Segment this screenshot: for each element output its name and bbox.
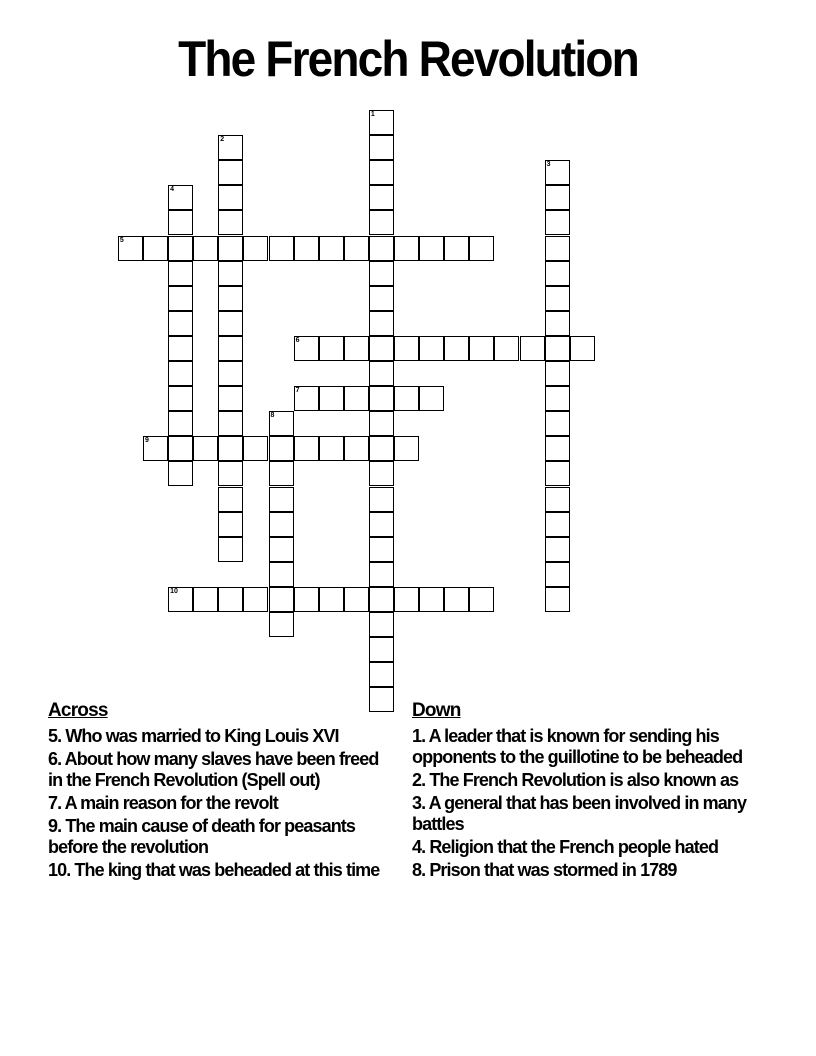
grid-cell[interactable] — [168, 185, 193, 210]
grid-cell[interactable] — [545, 286, 570, 311]
clue-number: 7 — [295, 387, 300, 395]
down-clue — [412, 860, 757, 881]
clue-number: 1 — [370, 111, 375, 118]
grid-cell[interactable] — [545, 562, 570, 587]
clue-number: 5. — [48, 726, 62, 746]
grid-cell[interactable] — [545, 487, 570, 512]
grid-cell[interactable] — [369, 185, 394, 210]
grid-cell[interactable] — [218, 361, 243, 386]
grid-cell[interactable] — [143, 236, 168, 261]
grid-cell[interactable] — [319, 336, 344, 361]
grid-cell[interactable] — [369, 261, 394, 286]
grid-cell[interactable] — [168, 587, 193, 612]
grid-cell[interactable] — [545, 461, 570, 486]
grid-cell[interactable] — [545, 311, 570, 336]
grid-cell[interactable] — [294, 436, 319, 461]
clue-text: The king that was beheaded at this time — [70, 860, 380, 880]
grid-cell[interactable] — [243, 587, 268, 612]
clue-number: 9 — [145, 437, 149, 445]
grid-cell[interactable] — [168, 361, 193, 386]
clue-number: 5 — [119, 236, 124, 244]
grid-cell[interactable] — [369, 336, 394, 361]
clue-text: A main reason for the revolt — [61, 793, 278, 813]
grid-cell[interactable] — [520, 336, 545, 361]
grid-cell[interactable] — [469, 236, 494, 261]
down-clue — [412, 770, 757, 791]
grid-cell[interactable] — [243, 436, 268, 461]
grid-cell[interactable] — [394, 436, 419, 461]
clue-text: The main cause of death for peasants before the revolution — [48, 816, 356, 857]
grid-cell[interactable] — [394, 587, 419, 612]
grid-cell[interactable] — [218, 386, 243, 411]
grid-cell[interactable] — [269, 411, 294, 436]
grid-cell[interactable] — [269, 537, 294, 562]
grid-cell[interactable] — [294, 236, 319, 261]
grid-cell[interactable] — [269, 612, 294, 637]
grid-cell[interactable] — [369, 461, 394, 486]
clue-number: 8. — [412, 860, 426, 880]
grid-cell[interactable] — [444, 236, 469, 261]
grid-cell[interactable] — [168, 261, 193, 286]
grid-cell[interactable] — [369, 411, 394, 436]
clue-number: 6. — [48, 749, 62, 769]
across-clues — [48, 700, 393, 883]
grid-cell[interactable] — [294, 587, 319, 612]
grid-cell[interactable] — [369, 160, 394, 185]
clue-number: 7. — [48, 793, 62, 813]
grid-cell[interactable] — [545, 261, 570, 286]
clue-number: 2 — [220, 136, 225, 144]
clue-number: 4 — [170, 186, 174, 194]
grid-cell[interactable] — [369, 110, 394, 135]
grid-cell[interactable] — [319, 436, 344, 461]
grid-cell[interactable] — [294, 336, 319, 361]
grid-cell[interactable] — [545, 411, 570, 436]
grid-cell[interactable] — [394, 336, 419, 361]
grid-cell[interactable] — [319, 587, 344, 612]
grid-cell[interactable] — [193, 436, 218, 461]
grid-cell[interactable] — [545, 512, 570, 537]
clue-number: 3 — [546, 161, 551, 169]
clue-text: Prison that was stormed in 1789 — [425, 860, 677, 880]
grid-cell[interactable] — [218, 512, 243, 537]
grid-cell[interactable] — [168, 436, 193, 461]
grid-cell[interactable] — [218, 411, 243, 436]
grid-cell[interactable] — [394, 386, 419, 411]
down-heading: Down — [412, 700, 461, 721]
grid-cell[interactable] — [394, 236, 419, 261]
down-clue — [412, 837, 757, 858]
clue-number: 8 — [270, 412, 275, 420]
grid-cell[interactable] — [369, 311, 394, 336]
clue-number: 9. — [48, 816, 62, 836]
across-clue — [48, 793, 393, 814]
grid-cell[interactable] — [269, 487, 294, 512]
grid-cell[interactable] — [444, 587, 469, 612]
down-clues — [412, 700, 757, 883]
grid-cell[interactable] — [469, 587, 494, 612]
grid-cell[interactable] — [218, 461, 243, 486]
grid-cell[interactable] — [319, 236, 344, 261]
grid-cell[interactable] — [218, 587, 243, 612]
grid-cell[interactable] — [269, 562, 294, 587]
clue-number: 6 — [295, 336, 300, 344]
grid-cell[interactable] — [118, 236, 143, 261]
grid-cell[interactable] — [545, 361, 570, 386]
across-clue — [48, 860, 393, 881]
grid-cell[interactable] — [545, 210, 570, 235]
grid-cell[interactable] — [269, 512, 294, 537]
grid-cell[interactable] — [344, 587, 369, 612]
across-heading: Across — [48, 700, 108, 721]
grid-cell[interactable] — [269, 236, 294, 261]
grid-cell[interactable] — [369, 210, 394, 235]
clue-text: The French Revolution is also known as — [425, 770, 739, 790]
grid-cell[interactable] — [168, 336, 193, 361]
grid-cell[interactable] — [369, 236, 394, 261]
grid-cell[interactable] — [218, 311, 243, 336]
grid-cell[interactable] — [545, 236, 570, 261]
grid-cell[interactable] — [168, 286, 193, 311]
grid-cell[interactable] — [369, 637, 394, 662]
grid-cell[interactable] — [444, 336, 469, 361]
grid-cell[interactable] — [218, 135, 243, 160]
clue-number: 10 — [170, 587, 178, 595]
page-title: The French Revolution — [178, 31, 638, 87]
clue-text: Who was married to King Louis XVI — [61, 726, 339, 746]
grid-cell[interactable] — [419, 236, 444, 261]
grid-cell[interactable] — [369, 135, 394, 160]
across-clue — [48, 816, 393, 858]
grid-cell[interactable] — [545, 537, 570, 562]
grid-cell[interactable] — [168, 210, 193, 235]
grid-cell[interactable] — [369, 487, 394, 512]
across-clue — [48, 749, 393, 791]
across-clue-list — [48, 726, 393, 881]
grid-cell[interactable] — [369, 562, 394, 587]
clue-text: A general that has been involved in many battles — [412, 793, 747, 834]
grid-cell[interactable] — [419, 587, 444, 612]
grid-cell[interactable] — [344, 436, 369, 461]
grid-cell[interactable] — [419, 336, 444, 361]
clue-text: Religion that the French people hated — [425, 837, 719, 857]
grid-cell[interactable] — [369, 512, 394, 537]
clue-number: 4. — [412, 837, 426, 857]
grid-cell[interactable] — [218, 261, 243, 286]
grid-cell[interactable] — [269, 461, 294, 486]
grid-cell[interactable] — [193, 236, 218, 261]
clue-number: 1. — [412, 726, 426, 746]
grid-cell[interactable] — [369, 286, 394, 311]
grid-cell[interactable] — [344, 236, 369, 261]
grid-cell[interactable] — [168, 411, 193, 436]
grid-cell[interactable] — [494, 336, 519, 361]
grid-cell[interactable] — [369, 587, 394, 612]
grid-cell[interactable] — [319, 386, 344, 411]
grid-cell[interactable] — [218, 336, 243, 361]
clue-number: 10. — [48, 860, 71, 880]
grid-cell[interactable] — [269, 587, 294, 612]
across-clue — [48, 726, 393, 747]
clue-text: A leader that is known for sending his opponents to the guillotine to be beheaded — [412, 726, 743, 767]
grid-cell[interactable] — [419, 386, 444, 411]
grid-cell[interactable] — [369, 537, 394, 562]
grid-cell[interactable] — [369, 662, 394, 687]
grid-cell[interactable] — [269, 436, 294, 461]
clue-text: About how many slaves have been freed in the French Revolution (Spell out) — [48, 749, 379, 790]
grid-cell[interactable] — [168, 311, 193, 336]
grid-cell[interactable] — [344, 336, 369, 361]
grid-cell[interactable] — [218, 210, 243, 235]
grid-cell[interactable] — [369, 436, 394, 461]
grid-cell[interactable] — [218, 286, 243, 311]
grid-cell[interactable] — [469, 336, 494, 361]
grid-cell[interactable] — [545, 336, 570, 361]
grid-cell[interactable] — [143, 436, 168, 461]
down-clue — [412, 726, 757, 768]
grid-cell[interactable] — [218, 160, 243, 185]
down-clue-list — [412, 726, 757, 881]
grid-cell[interactable] — [369, 361, 394, 386]
clue-number: 3. — [412, 793, 426, 813]
grid-cell[interactable] — [168, 386, 193, 411]
grid-cell[interactable] — [545, 386, 570, 411]
grid-cell[interactable] — [294, 386, 319, 411]
grid-cell[interactable] — [193, 587, 218, 612]
grid-cell[interactable] — [168, 236, 193, 261]
grid-cell[interactable] — [344, 386, 369, 411]
grid-cell[interactable] — [218, 537, 243, 562]
grid-cell[interactable] — [570, 336, 595, 361]
grid-cell[interactable] — [545, 587, 570, 612]
grid-cell[interactable] — [218, 487, 243, 512]
grid-cell[interactable] — [218, 436, 243, 461]
grid-cell[interactable] — [545, 185, 570, 210]
grid-cell[interactable] — [545, 160, 570, 185]
grid-cell[interactable] — [243, 236, 268, 261]
grid-cell[interactable] — [545, 436, 570, 461]
grid-cell[interactable] — [369, 386, 394, 411]
grid-cell[interactable] — [218, 236, 243, 261]
grid-cell[interactable] — [168, 461, 193, 486]
grid-cell[interactable] — [369, 612, 394, 637]
down-clue — [412, 793, 757, 835]
grid-cell[interactable] — [218, 185, 243, 210]
clue-number: 2. — [412, 770, 426, 790]
